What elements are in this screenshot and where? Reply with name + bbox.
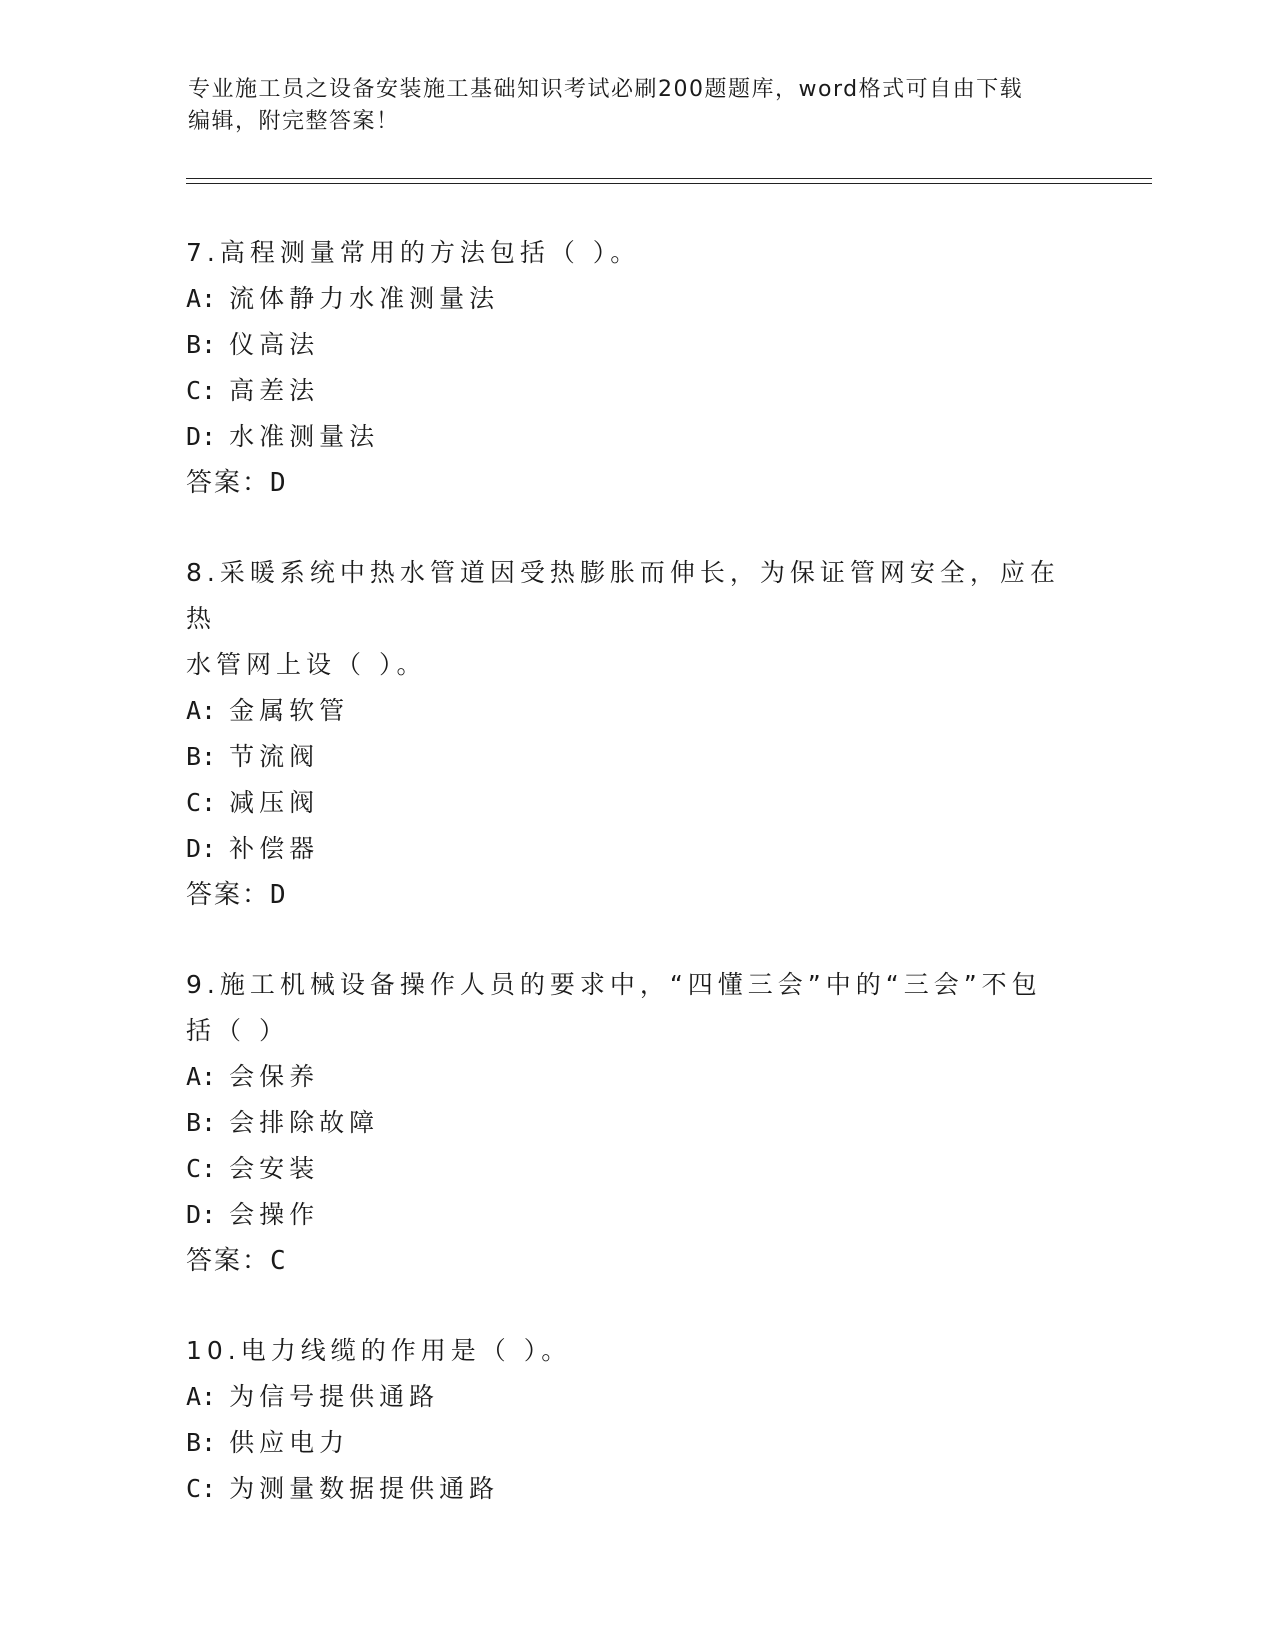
header-divider-bottom — [186, 183, 1152, 184]
question-stem-line-2: 括（ ） — [186, 1016, 289, 1045]
question-7 — [186, 230, 1066, 506]
question-list — [186, 230, 1066, 1512]
question-9 — [186, 962, 1066, 1284]
option-a: A: 为信号提供通路 — [186, 1382, 440, 1411]
header-line-2: 编辑，附完整答案！ — [188, 109, 400, 134]
option-b: B: 供应电力 — [186, 1428, 350, 1457]
option-c: C: 高差法 — [186, 376, 320, 405]
document-header — [188, 74, 1068, 138]
answer: 答案：D — [186, 880, 288, 910]
question-stem: 7.高程测量常用的方法包括（ ）。 — [186, 238, 641, 267]
question-8 — [186, 550, 1066, 918]
header-divider-top — [186, 178, 1152, 179]
header-line-1: 专业施工员之设备安装施工基础知识考试必刷200题题库，word格式可自由下载 — [188, 77, 1024, 102]
option-b: B: 会排除故障 — [186, 1108, 380, 1137]
question-stem-line-2: 水管网上设（ ）。 — [186, 650, 427, 679]
option-c: C: 会安装 — [186, 1154, 320, 1183]
answer: 答案：D — [186, 468, 288, 498]
option-d: D: 水准测量法 — [186, 422, 380, 451]
option-c: C: 减压阀 — [186, 788, 320, 817]
answer: 答案：C — [186, 1246, 288, 1276]
option-d: D: 会操作 — [186, 1200, 320, 1229]
question-10 — [186, 1328, 1066, 1512]
question-stem-line-1: 8.采暖系统中热水管道因受热膨胀而伸长，为保证管网安全，应在热 — [186, 558, 1060, 633]
option-b: B: 仪高法 — [186, 330, 320, 359]
option-c: C: 为测量数据提供通路 — [186, 1474, 500, 1503]
option-a: A: 流体静力水准测量法 — [186, 284, 500, 313]
option-d: D: 补偿器 — [186, 834, 320, 863]
option-a: A: 会保养 — [186, 1062, 320, 1091]
option-b: B: 节流阀 — [186, 742, 320, 771]
option-a: A: 金属软管 — [186, 696, 350, 725]
question-stem: 10.电力线缆的作用是（ ）。 — [186, 1336, 572, 1365]
question-stem-line-1: 9.施工机械设备操作人员的要求中，“四懂三会”中的“三会”不包 — [186, 970, 1042, 999]
